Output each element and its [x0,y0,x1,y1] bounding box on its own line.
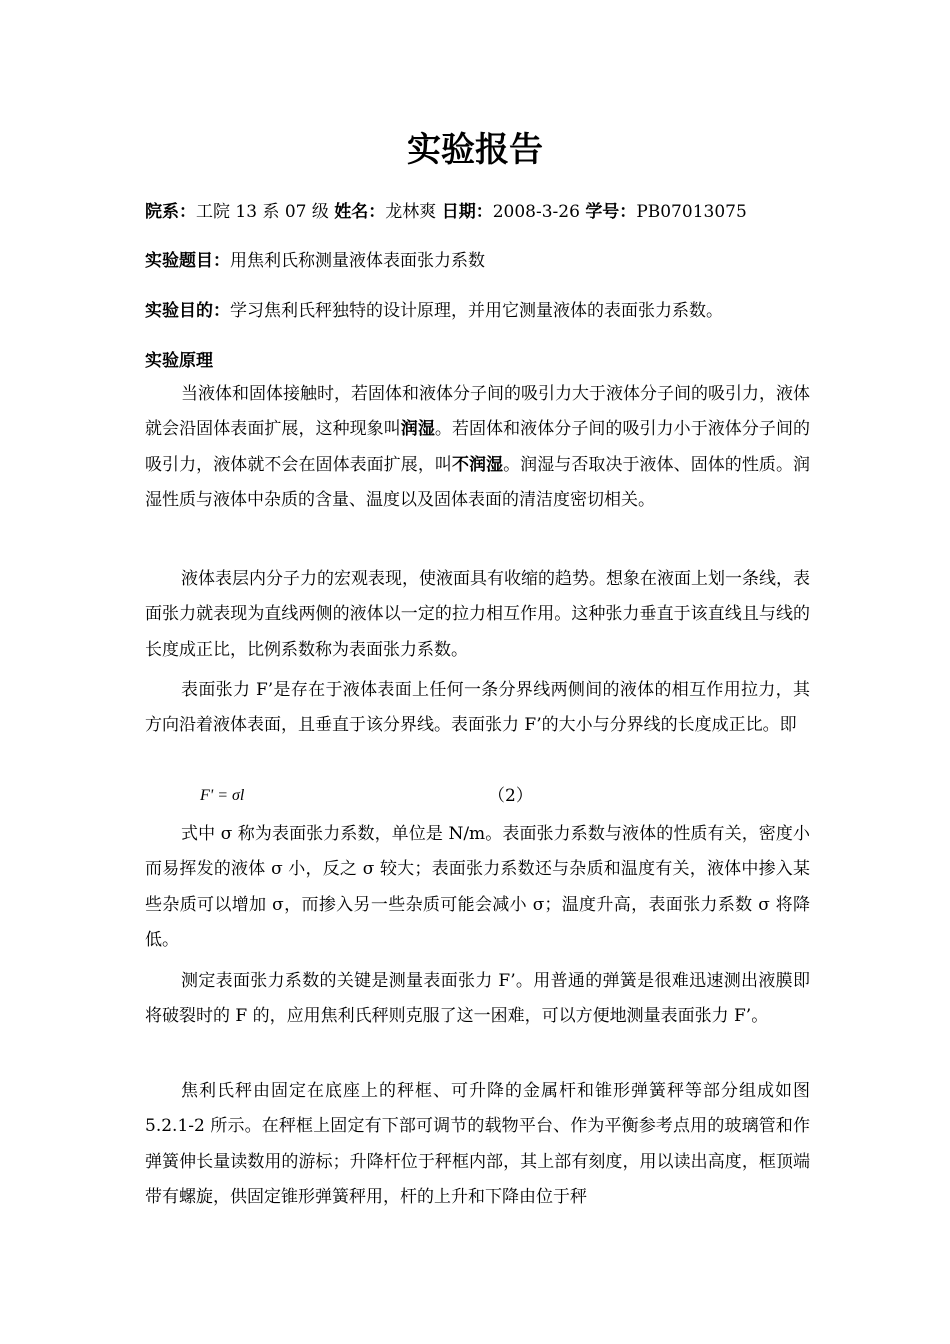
id-label: 学号： [585,202,637,222]
equation-number: （2） [488,786,533,806]
paragraph-surface-tension: 液体表层内分子力的宏观表现，使液面具有收缩的趋势。想象在液面上划一条线，表面张力就表现为直线两侧的液体以一定的拉力相互作用。这种张力垂直于该直线且与线的长度成正比，比例系数称为表面张力系数。 [145,569,810,660]
header-info-line [145,200,810,224]
p1-text-3: 。润湿与否取决于液体、固体的性质。润湿性质与液体中杂质的含量、温度以及固体表面的清洁度密切相关。 [145,454,811,511]
topic-value: 用焦利氏称测量液体表面张力系数 [230,251,485,271]
date-label: 日期： [441,202,493,222]
paragraph-force-definition: 表面张力 F’是存在于液体表面上任何一条分界线两侧间的液体的相互作用拉力，其方向沿着液体表面，且垂直于该分界线。表面张力 F’的大小与分界线的长度成正比。即 [145,680,810,736]
p1-text-1: 当液体和固体接触时，若固体和液体分子间的吸引力大于液体分子间的吸引力，液体就会沿固体表面扩展，这种现象叫 [145,384,810,440]
term-wetting: 润湿 [400,419,435,440]
name-value: 龙林爽 [385,202,437,222]
term-non-wetting: 不润湿 [451,454,504,475]
topic-line [145,249,810,273]
id-value: PB07013075 [636,202,747,222]
paragraph-coefficient: 式中 σ 称为表面张力系数，单位是 N/m。表面张力系数与液体的性质有关，密度小而易挥发的液体 σ 小，反之 σ 较大；表面张力系数还与杂质和温度有关，液体中掺入某些杂质可以增加 σ，而掺入另一些杂质可能会减小 σ；温度升高，表面张力系数 σ 将降低。 [145,824,810,951]
name-label: 姓名： [334,202,386,222]
paragraph-wetting [145,377,810,519]
formula: F' = σl [200,787,245,804]
dept-label: 院系： [145,202,196,222]
topic-label: 实验题目： [145,251,230,271]
date-value: 2008-3-26 [492,202,580,222]
paragraph-jolly-balance: 焦利氏秤由固定在底座上的秤框、可升降的金属杆和锥形弹簧秤等部分组成如图 5.2.1-2 所示。在秤框上固定有下部可调节的载物平台、作为平衡参考点用的玻璃管和作弹簧伸长量读数用的游标；升降杆位于秤框内部，其上部有刻度，用以读出高度，框顶端带有螺旋，供固定锥形弹簧秤用，杆的上升和下降由位于秤 [145,1081,810,1208]
dept-value: 工院 13 系 07 级 [196,202,329,222]
purpose-value: 学习焦利氏秤独特的设计原理，并用它测量液体的表面张力系数。 [230,301,723,321]
report-title: 实验报告 [407,130,543,170]
purpose-label: 实验目的： [145,301,230,321]
principle-heading: 实验原理 [145,351,213,371]
p1-text-2: 。若固体和液体分子间的吸引力小于液体分子间的吸引力，液体就不会在固体表面扩展，叫 [145,419,811,475]
purpose-line [145,299,810,323]
paragraph-measurement: 测定表面张力系数的关键是测量表面张力 F’。用普通的弹簧是很难迅速测出液膜即将破裂时的 F 的，应用焦利氏秤则克服了这一困难，可以方便地测量表面张力 F’。 [145,971,810,1027]
